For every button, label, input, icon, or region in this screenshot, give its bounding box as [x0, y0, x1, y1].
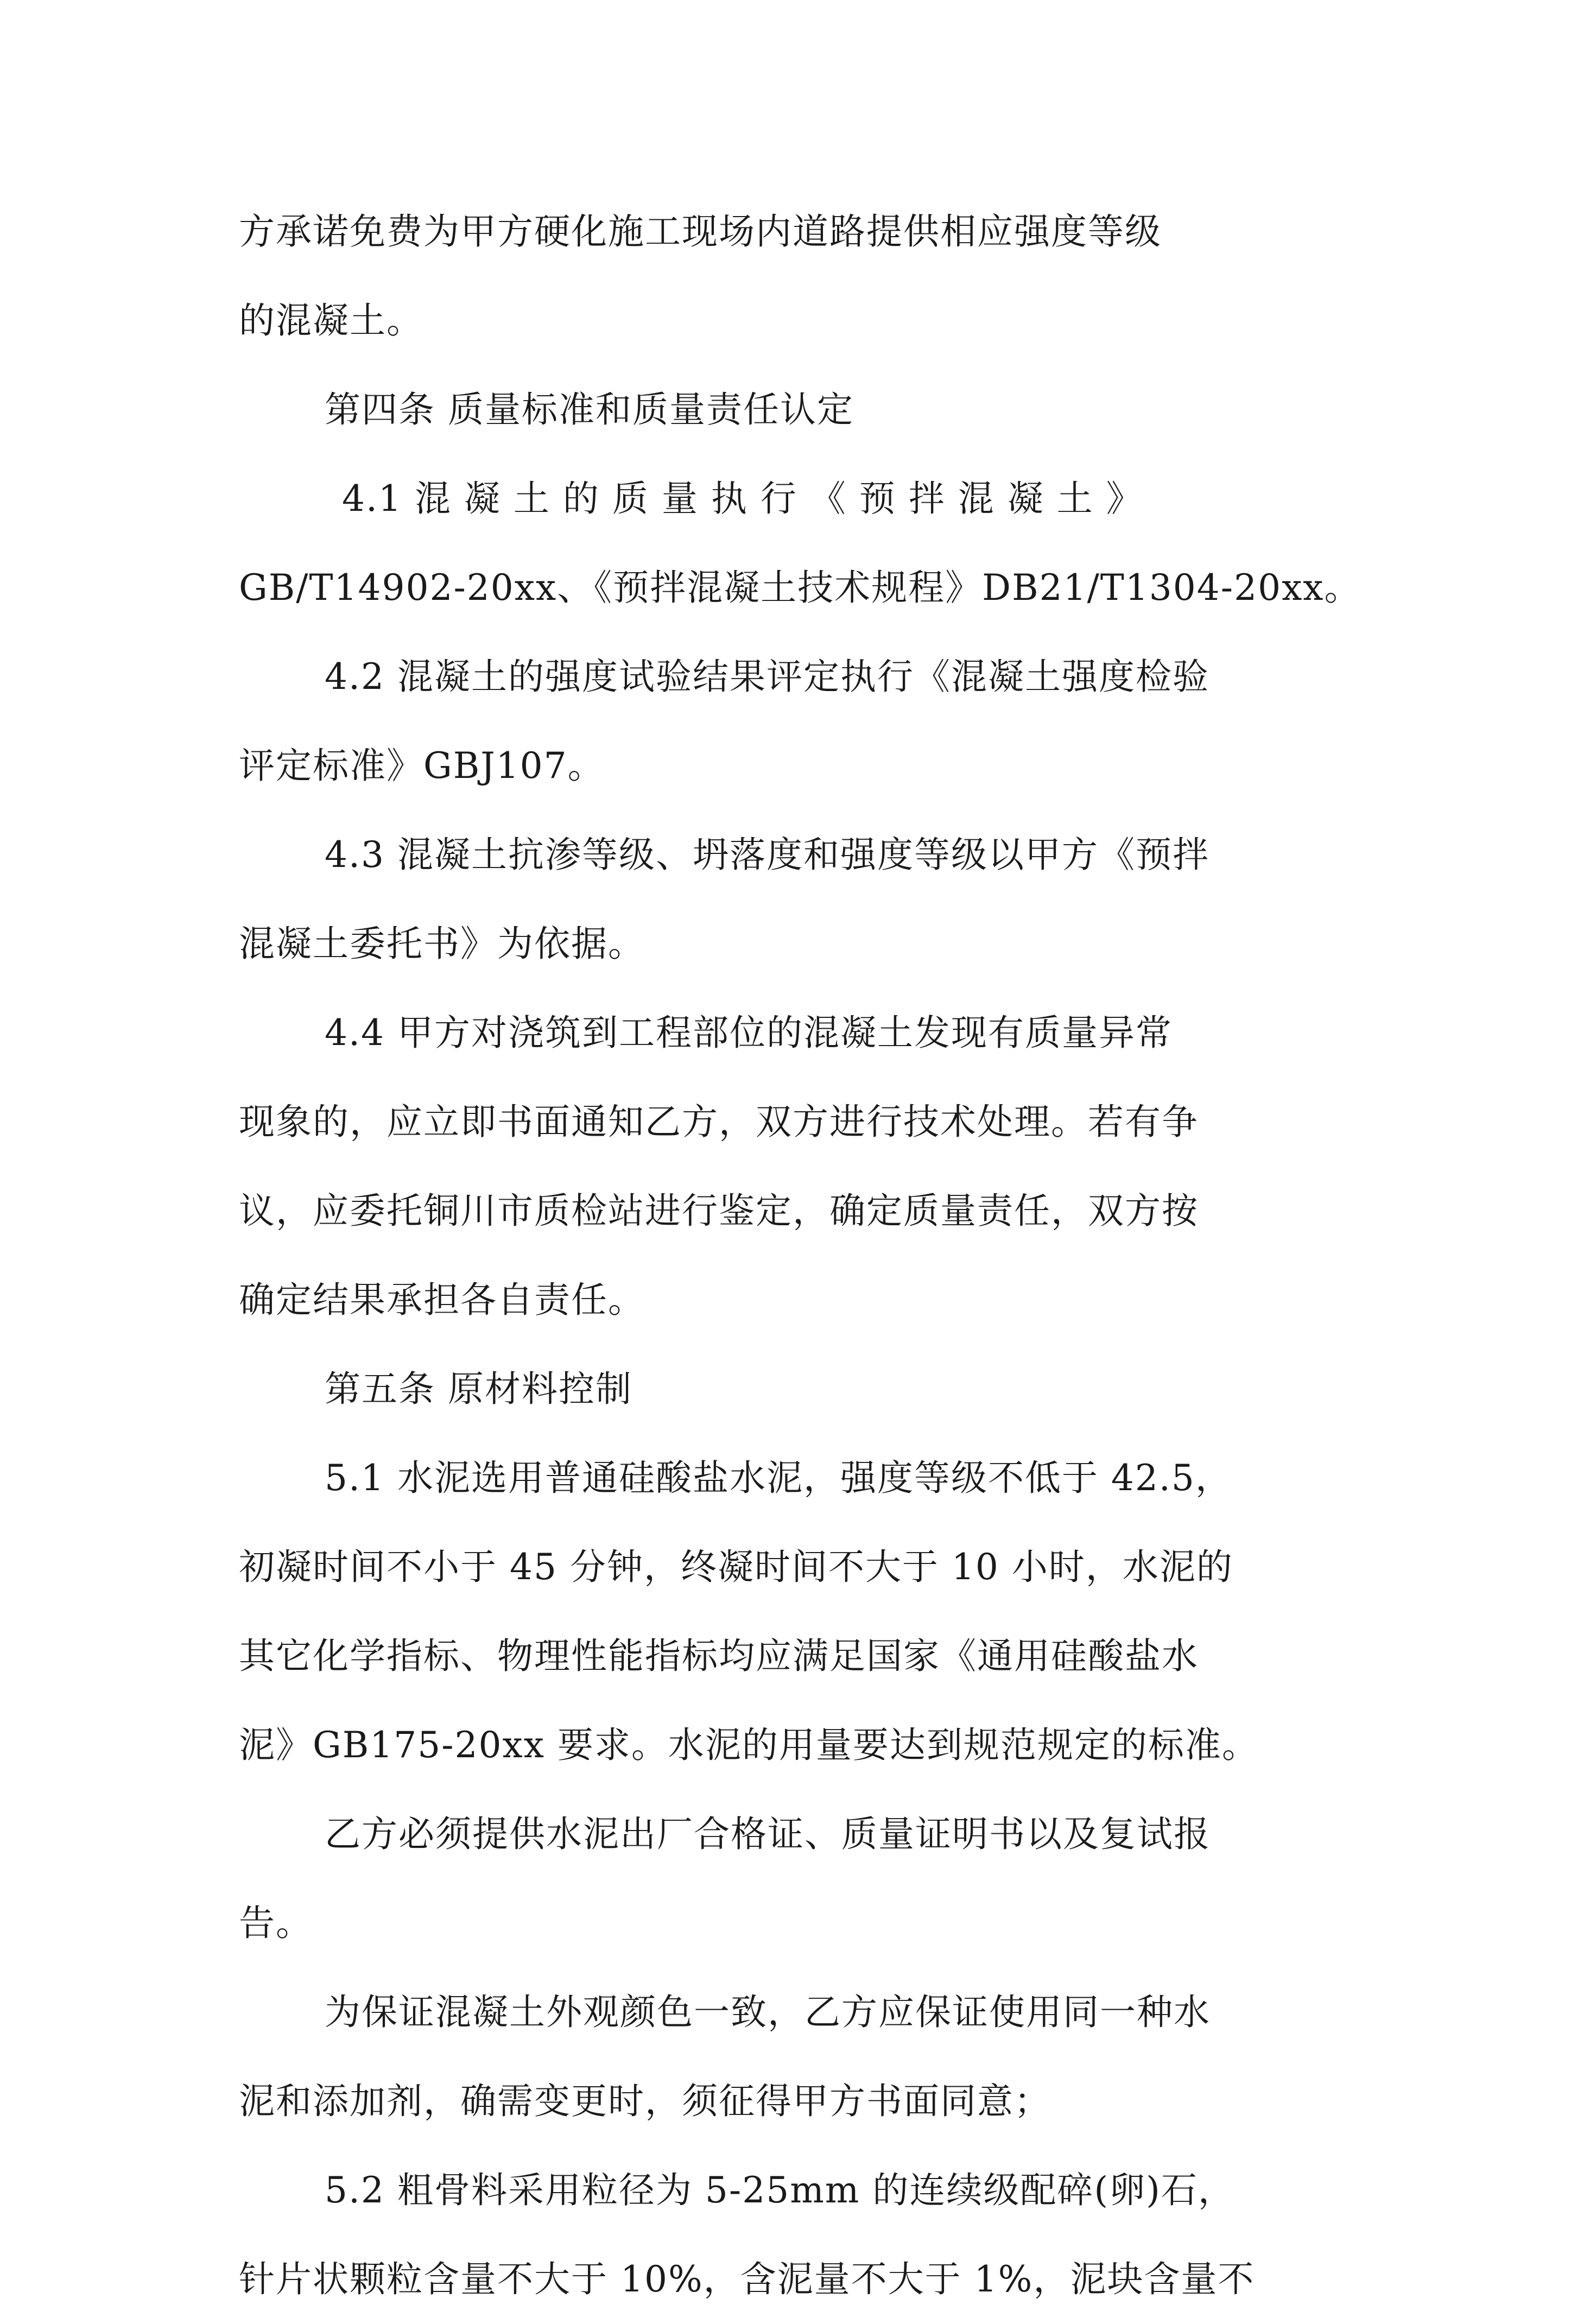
body-line: 现象的，应立即书面通知乙方，双方进行技术处理。若有争 [239, 1101, 1199, 1143]
body-line: 5.2 粗骨料采用粒径为 5-25mm 的连续级配碎(卵)石， [325, 2169, 1235, 2211]
body-line: 4.3 混凝土抗渗等级、坍落度和强度等级以甲方《预拌 [325, 834, 1209, 876]
body-line: GB/T14902-20xx、《预拌混凝土技术规程》DB21/T1304-20xx。 [239, 567, 1361, 609]
body-line: 泥》GB175-20xx 要求。水泥的用量要达到规范规定的标准。 [239, 1724, 1259, 1766]
body-line: 为保证混凝土外观颜色一致，乙方应保证使用同一种水 [325, 1991, 1211, 2033]
body-line: 5.1 水泥选用普通硅酸盐水泥，强度等级不低于 42.5， [325, 1457, 1232, 1499]
body-line: 的混凝土。 [239, 300, 423, 341]
body-line: 泥和添加剂，确需变更时，须征得甲方书面同意； [239, 2080, 1051, 2122]
body-line: 针片状颗粒含量不大于 10%，含泥量不大于 1%，泥块含量不 [239, 2258, 1255, 2300]
body-line: 混凝土委托书》为依据。 [239, 923, 645, 965]
body-line: 初凝时间不小于 45 分钟，终凝时间不大于 10 小时，水泥的 [239, 1546, 1233, 1588]
section-heading-article-5: 第五条 原材料控制 [325, 1368, 632, 1410]
body-line: 议，应委托铜川市质检站进行鉴定，确定质量责任，双方按 [239, 1190, 1199, 1232]
body-line: 4.1 混 凝 土 的 质 量 执 行 《 预 拌 混 凝 土 》 [342, 478, 1143, 520]
body-line: 乙方必须提供水泥出厂合格证、质量证明书以及复试报 [325, 1813, 1211, 1855]
section-heading-article-4: 第四条 质量标准和质量责任认定 [325, 389, 854, 430]
body-line: 4.2 混凝土的强度试验结果评定执行《混凝土强度检验 [325, 656, 1209, 698]
body-line: 告。 [239, 1902, 313, 1944]
body-line: 其它化学指标、物理性能指标均应满足国家《通用硅酸盐水 [239, 1635, 1199, 1677]
body-line: 4.4 甲方对浇筑到工程部位的混凝土发现有质量异常 [325, 1012, 1173, 1054]
body-line: 方承诺免费为甲方硬化施工现场内道路提供相应强度等级 [239, 211, 1162, 252]
body-line: 评定标准》GBJ107。 [239, 745, 605, 787]
document-body [239, 187, 1361, 2324]
body-line: 确定结果承担各自责任。 [239, 1279, 645, 1321]
